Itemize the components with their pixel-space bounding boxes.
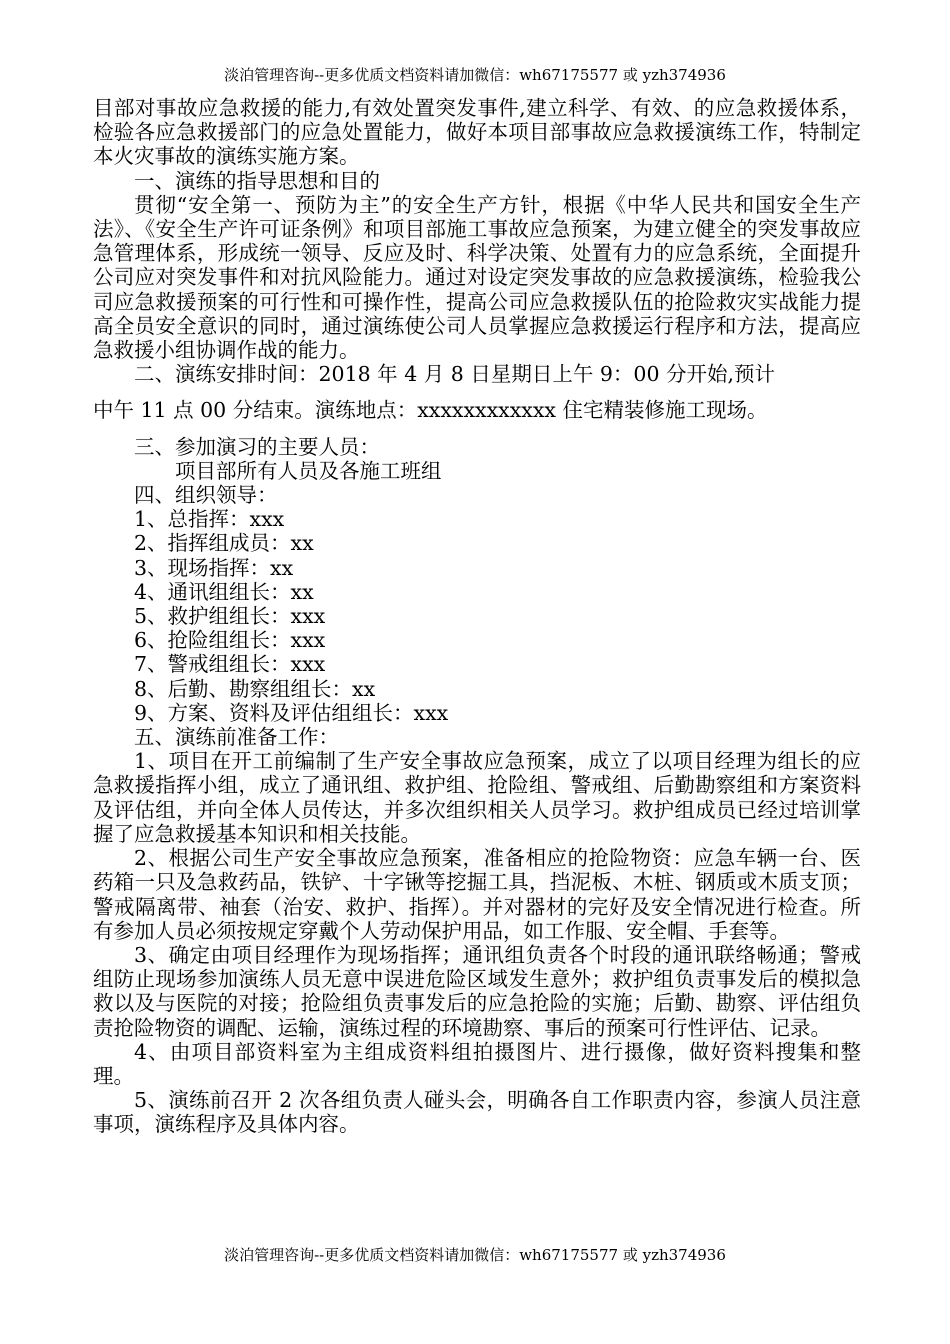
prep-item: 5、演练前召开 2 次各组负责人碰头会，明确各自工作职责内容，参演人员注意事项，演练程序及具体内容。	[93, 1088, 861, 1137]
leader-item: 8、后勤、勘察组组长：xx	[134, 676, 376, 701]
section-5-title: 五、演练前准备工作：	[134, 725, 339, 750]
section-1-title: 一、演练的指导思想和目的	[134, 168, 380, 193]
leader-item: 7、警戒组组长：xxx	[134, 652, 326, 677]
prep-item: 2、根据公司生产安全事故应急预案，准备相应的抢险物资：应急车辆一台、医药箱一只及急救药品，铁铲、十字锹等挖掘工具，挡泥板、木桩、钢质或木质支顶；警戒隔离带、袖套（治安、救护、指挥）。并对器材的完好及安全情况进行检查。所有参加人员必须按规定穿戴个人劳动保护用品，如工作服、安全帽、手套等。	[93, 846, 861, 943]
section-2-line-2: 中午 11 点 00 分结束。演练地点：xxxxxxxxxxxx 住宅精装修施工现场。	[93, 398, 768, 423]
section-3-body: 项目部所有人员及各施工班组	[175, 458, 442, 483]
prep-item: 3、确定由项目经理作为现场指挥；通讯组负责各个时段的通讯联络畅通；警戒组防止现场参加演练人员无意中误进危险区域发生意外；救护组负责事发后的模拟急救以及与医院的对接；抢险组负责事发后的应急抢险的实施；后勤、勘察、评估组负责抢险物资的调配、运输，演练过程的环境勘察、事后的预案可行性评估、记录。	[93, 942, 861, 1040]
intro-paragraph: 目部对事故应急救援的能力,有效处置突发事件,建立科学、有效、的应急救援体系，检验各应急救援部门的应急处置能力，做好本项目部事故应急救援演练工作，特制定本火灾事故的演练实施方案。	[93, 96, 861, 169]
leader-item: 1、总指挥：xxx	[134, 507, 285, 532]
section-1-body: 贯彻“安全第一、预防为主”的安全生产方针，根据《中华人民共和国安全生产法》、《安全生产许可证条例》和项目部施工事故应急预案，为建立健全的突发事故应急管理体系，形成统一领导、反应及时、科学决策、处置有力的应急系统，全面提升公司应对突发事件和对抗风险能力。通过对设定突发事故的应急救援演练，检验我公司应急救援预案的可行性和可操作性，提高公司应急救援队伍的抢险救灾实战能力提高全员安全意识的同时，通过演练使公司人员掌握应急救援运行程序和方法，提高应急救援小组协调作战的能力。	[93, 192, 861, 363]
leader-item: 6、抢险组组长：xxx	[134, 628, 326, 653]
leader-item: 4、通讯组组长：xx	[134, 579, 314, 604]
leader-item: 2、指挥组成员：xx	[134, 531, 314, 556]
leader-item: 5、救护组组长：xxx	[134, 604, 326, 629]
prep-item: 1、项目在开工前编制了生产安全事故应急预案，成立了以项目经理为组长的应急救援指挥小组，成立了通讯组、救护组、抢险组、警戒组、后勤勘察组和方案资料及评估组，并向全体人员传达，并多次组织相关人员学习。救护组成员已经过培训掌握了应急救援基本知识和相关技能。	[93, 749, 861, 846]
leader-item: 3、现场指挥：xx	[134, 555, 294, 580]
document-body	[93, 96, 861, 1137]
prep-item: 4、由项目部资料室为主组成资料组拍摄图片、进行摄像，做好资料搜集和整理。	[93, 1039, 861, 1088]
section-4-title: 四、组织领导：	[134, 483, 278, 508]
section-2-line-1: 二、演练安排时间：2018 年 4 月 8 日星期日上午 9：00 分开始,预计	[134, 362, 776, 387]
leader-item: 9、方案、资料及评估组组长：xxx	[134, 700, 449, 725]
page-header: 淡泊管理咨询--更多优质文档资料请加微信：wh67175577 或 yzh374936	[224, 66, 726, 84]
page-footer: 淡泊管理咨询--更多优质文档资料请加微信：wh67175577 或 yzh374936	[224, 1246, 726, 1264]
section-3-title: 三、参加演习的主要人员：	[134, 434, 380, 459]
